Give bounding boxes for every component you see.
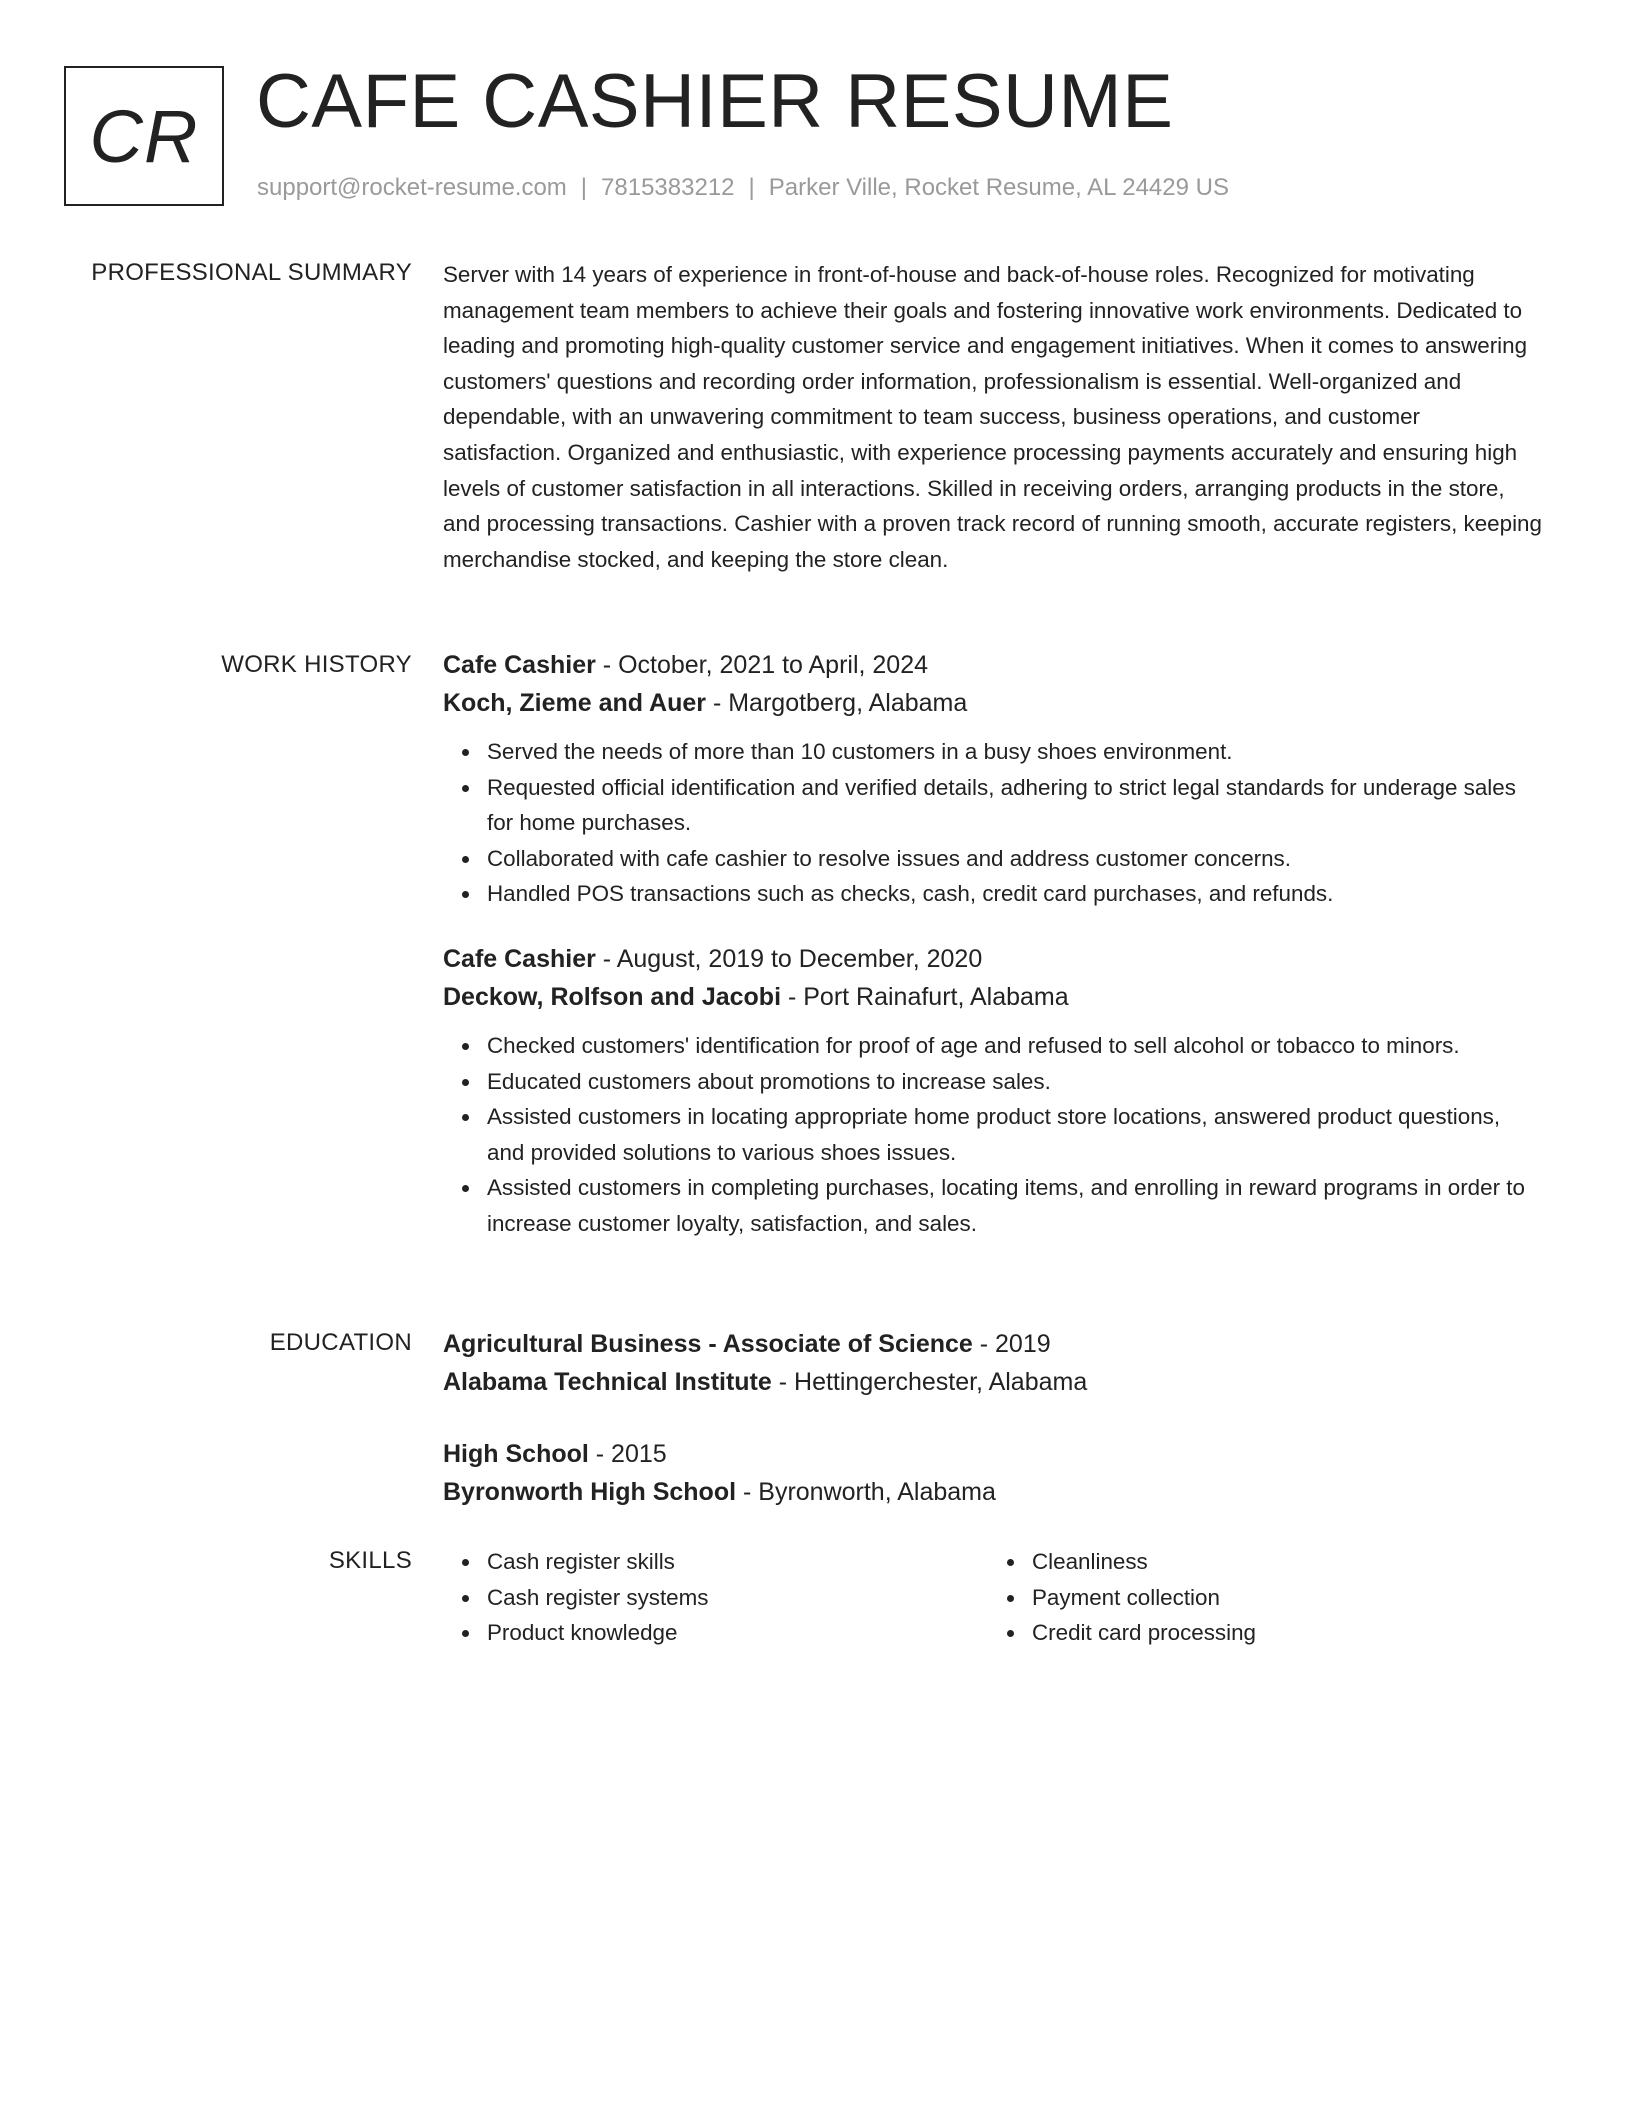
degree-name: Agricultural Business - Associate of Science [443, 1330, 973, 1358]
monogram-logo [64, 66, 224, 206]
job-company: Koch, Zieme and Auer [443, 689, 707, 717]
job-title: Cafe Cashier [443, 944, 596, 973]
job-company-line [443, 684, 1543, 722]
job-duty: Assisted customers in completing purchases, locating items, and enrolling in reward programs in order to increase customer loyalty, satisfaction, and sales. [487, 1170, 1543, 1241]
job-title: Cafe Cashier [443, 651, 596, 679]
degree-year: - 2015 [588, 1440, 667, 1468]
degree-line [443, 1435, 1543, 1473]
school-name: Alabama Technical Institute [443, 1368, 772, 1396]
job-entry [443, 646, 1543, 912]
section-heading-work: WORK HISTORY [221, 651, 412, 678]
job-title-line [443, 646, 1543, 684]
job-company: Deckow, Rolfson and Jacobi [443, 982, 782, 1011]
school-line [443, 1363, 1543, 1401]
school-line [443, 1473, 1543, 1511]
work-body [443, 646, 1543, 1270]
school-name: Byronworth High School [443, 1478, 737, 1506]
monogram-initials: CR [89, 94, 199, 178]
skills-column [988, 1544, 1533, 1651]
school-location: - Hettingerchester, Alabama [771, 1368, 1088, 1396]
skills-list [443, 1544, 988, 1651]
job-duties-list [443, 1028, 1543, 1242]
section-heading-skills: SKILLS [328, 1547, 412, 1574]
contact-phone: 7815383212 [601, 174, 735, 201]
skills-list [988, 1544, 1533, 1651]
section-heading-summary: PROFESSIONAL SUMMARY [91, 259, 412, 286]
job-duty: Assisted customers in locating appropriate home product store locations, answered product questions, and provided solutions to various shoes issues. [487, 1099, 1543, 1170]
skill-item: Payment collection [1032, 1580, 1533, 1616]
skill-item: Product knowledge [487, 1615, 988, 1651]
degree-line [443, 1325, 1543, 1363]
job-duties-list [443, 734, 1543, 912]
section-heading-education: EDUCATION [269, 1329, 412, 1356]
job-company-line [443, 978, 1543, 1016]
skill-item: Credit card processing [1032, 1615, 1533, 1651]
skills-columns [443, 1544, 1543, 1651]
summary-text: Server with 14 years of experience in front-of-house and back-of-house roles. Recognized for motivating management team members to achieve their goals and fostering innovative work environments. Dedicated to leading and promoting high-quality customer service and engagement initiatives. When it comes to answering customers' questions and recording order information, professionalism is essential. Well-organized and dependable, with an unwavering commitment to team success, business operations, and customer satisfaction. Organized and enthusiastic, with experience processing payments accurately and ensuring high levels of customer satisfaction in all interactions. Skilled in receiving orders, arranging products in the store, and processing transactions. Cashier with a proven track record of running smooth, accurate registers, keeping merchandise stocked, and keeping the store clean. [443, 262, 1542, 572]
job-duty: Collaborated with cafe cashier to resolve issues and address customer concerns. [487, 841, 1543, 877]
summary-body [443, 257, 1543, 577]
skills-column [443, 1544, 988, 1651]
job-location: - Margotberg, Alabama [706, 689, 968, 717]
skill-item: Cash register skills [487, 1544, 988, 1580]
contact-email: support@rocket-resume.com [257, 174, 567, 201]
contact-address: Parker Ville, Rocket Resume, AL 24429 US [768, 174, 1229, 201]
contact-separator: | [748, 174, 755, 201]
education-entry [443, 1435, 1543, 1511]
degree-name: High School [443, 1440, 589, 1468]
skill-item: Cleanliness [1032, 1544, 1533, 1580]
education-entry [443, 1325, 1543, 1401]
skills-body [443, 1544, 1543, 1651]
skill-item: Cash register systems [487, 1580, 988, 1616]
degree-year: - 2019 [972, 1330, 1051, 1358]
school-location: - Byronworth, Alabama [736, 1478, 996, 1506]
job-duty: Requested official identification and verified details, adhering to strict legal standards for underage sales for home purchases. [487, 770, 1543, 841]
job-duty: Checked customers' identification for proof of age and refused to sell alcohol or tobacco to minors. [487, 1028, 1543, 1064]
contact-separator: | [580, 174, 588, 201]
job-dates: - August, 2019 to December, 2020 [595, 944, 983, 973]
job-entry [443, 940, 1543, 1242]
job-location: - Port Rainafurt, Alabama [781, 982, 1069, 1011]
job-duty: Educated customers about promotions to increase sales. [487, 1064, 1543, 1100]
job-duty: Served the needs of more than 10 customers in a busy shoes environment. [487, 734, 1543, 770]
job-title-line [443, 940, 1543, 978]
job-dates: - October, 2021 to April, 2024 [595, 651, 929, 679]
education-body [443, 1325, 1543, 1545]
resume-title: CAFE CASHIER RESUME [256, 59, 1174, 144]
job-duty: Handled POS transactions such as checks, cash, credit card purchases, and refunds. [487, 876, 1543, 912]
contact-line [257, 172, 1229, 204]
